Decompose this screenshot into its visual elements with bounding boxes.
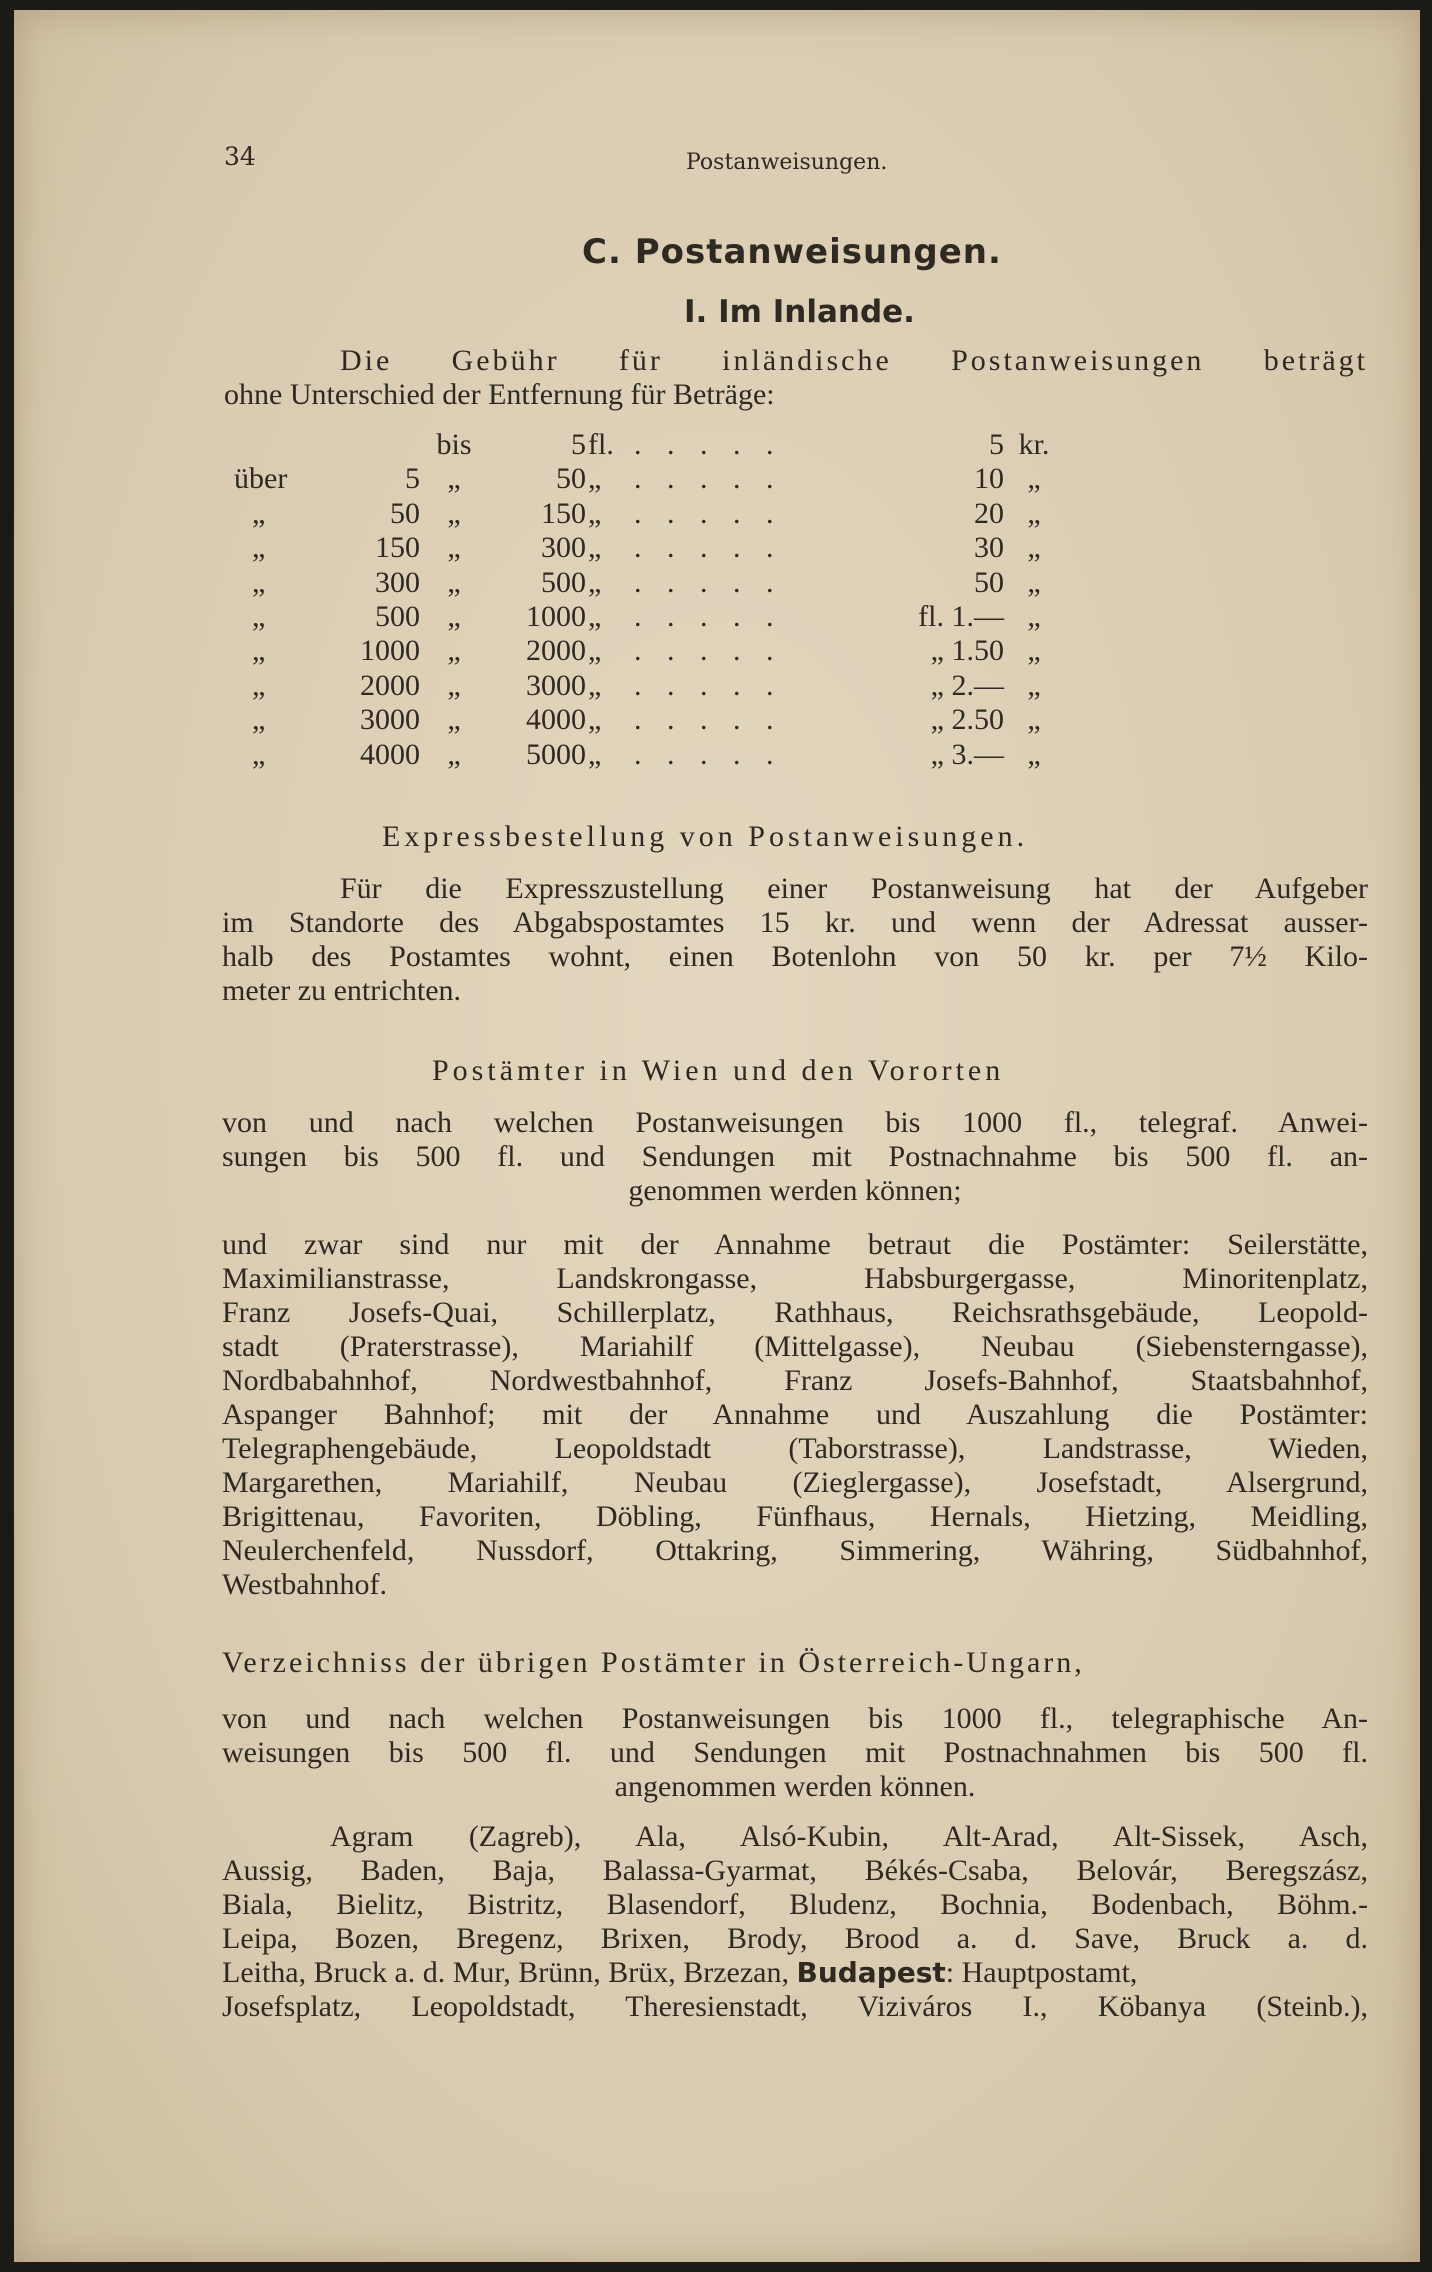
table-cell: 2000 <box>526 634 586 668</box>
section-title: C. Postanweisungen. <box>582 232 1002 272</box>
table-cell: . . . . . <box>634 531 783 565</box>
vienna-subheading <box>222 1106 1368 1208</box>
running-title: Postanweisungen. <box>686 150 888 175</box>
table-cell: 150 <box>375 531 420 565</box>
table-cell: „ <box>252 496 266 530</box>
text-line: Westbahnhof. <box>222 1568 388 1601</box>
table-cell: „ <box>447 668 461 702</box>
text-line: Leipa, Bozen, Bregenz, Brixen, Brody, Brood a. d. Save, Bruck a. d. <box>222 1922 1368 1955</box>
austria-subheading <box>222 1702 1368 1804</box>
text-line: sungen bis 500 fl. und Sendungen mit Postnachnahme bis 500 fl. an- <box>222 1140 1368 1173</box>
table-cell: „ <box>447 531 461 565</box>
table-cell: „ <box>588 634 602 668</box>
table-cell: 3000 <box>360 703 420 737</box>
table-cell: „ <box>588 565 602 599</box>
table-cell: „ <box>1027 531 1041 565</box>
austria-paragraph <box>222 1820 1368 2024</box>
text-line: von und nach welchen Postanweisungen bis 1000 fl., telegraphische An- <box>222 1702 1368 1735</box>
table-cell: „ 2.50 <box>930 703 1004 737</box>
table-cell: „ <box>252 737 266 771</box>
table-cell: „ <box>447 462 461 496</box>
text-line <box>222 1956 1368 1990</box>
table-cell: . . . . . <box>634 703 783 737</box>
text-line: weisungen bis 500 fl. und Sendungen mit Postnachnahmen bis 500 fl. <box>222 1736 1368 1769</box>
table-cell: „ <box>1027 703 1041 737</box>
table-cell: „ <box>588 462 602 496</box>
table-cell: „ <box>1027 462 1041 496</box>
text-line: Die Gebühr für inländische Postanweisungen beträgt <box>340 344 1368 377</box>
text-line: von und nach welchen Postanweisungen bis 1000 fl., telegraf. Anwei- <box>222 1106 1368 1139</box>
table-cell: „ <box>447 737 461 771</box>
table-cell: „ <box>1027 737 1041 771</box>
text-fragment: : Hauptpostamt, <box>945 1956 1138 1989</box>
text-line: Telegraphengebäude, Leopoldstadt (Taborstrasse), Landstrasse, Wieden, <box>222 1432 1368 1465</box>
express-heading: Expressbestellung von Postanweisungen. <box>382 820 1029 853</box>
table-cell: „ <box>447 496 461 530</box>
table-cell: „ <box>1027 668 1041 702</box>
text-line: Aspanger Bahnhof; mit der Annahme und Auszahlung die Postämter: <box>222 1398 1368 1431</box>
table-cell: „ <box>252 634 266 668</box>
table-cell: 20 <box>974 496 1004 530</box>
text-line: Biala, Bielitz, Bistritz, Blasendorf, Bludenz, Bochnia, Bodenbach, Böhm.- <box>222 1888 1368 1921</box>
table-cell: 500 <box>541 565 586 599</box>
text-line: Für die Expresszustellung einer Postanweisung hat der Aufgeber <box>340 872 1368 905</box>
table-cell: „ 2.— <box>930 668 1004 702</box>
table-cell: „ <box>252 668 266 702</box>
text-line: meter zu entrichten. <box>222 974 462 1007</box>
table-cell: „ <box>447 599 461 633</box>
table-cell: fl. <box>588 428 614 461</box>
text-line: Franz Josefs-Quai, Schillerplatz, Rathhaus, Reichsrathsgebäude, Leopold- <box>222 1296 1368 1329</box>
table-cell: kr. <box>1018 428 1050 461</box>
text-line: angenommen werden können. <box>614 1770 976 1803</box>
bold-city-name: Budapest <box>796 1956 946 1989</box>
table-cell: bis <box>436 428 472 461</box>
page-number: 34 <box>224 142 256 171</box>
text-line: halb des Postamtes wohnt, einen Botenlohn von 50 kr. per 7½ Kilo- <box>222 940 1368 973</box>
austria-heading: Verzeichniss der übrigen Postämter in Österreich-Ungarn, <box>222 1646 1085 1679</box>
table-cell: „ <box>252 531 266 565</box>
table-cell: 30 <box>974 531 1004 565</box>
table-cell: 500 <box>375 599 420 633</box>
table-cell: 4000 <box>360 737 420 771</box>
text-line: im Standorte des Abgabspostamtes 15 kr. und wenn der Adressat ausser- <box>222 906 1368 939</box>
table-cell: „ 1.50 <box>930 634 1004 668</box>
table-cell: . . . . . <box>634 496 783 530</box>
table-cell: 3000 <box>526 668 586 702</box>
table-cell: 50 <box>390 496 420 530</box>
text-fragment: Leitha, Bruck a. d. Mur, Brünn, Brüx, Brzezan, <box>222 1956 789 1989</box>
text-line: Margarethen, Mariahilf, Neubau (Zieglergasse), Josefstadt, Alsergrund, <box>222 1466 1368 1499</box>
table-cell: 150 <box>541 496 586 530</box>
table-cell: 300 <box>375 565 420 599</box>
vienna-paragraph <box>222 1228 1368 1602</box>
table-cell: 1000 <box>526 599 586 633</box>
text-line: Aussig, Baden, Baja, Balassa-Gyarmat, Békés-Csaba, Belovár, Beregszász, <box>222 1854 1368 1887</box>
table-cell: „ <box>588 531 602 565</box>
table-cell: 5 <box>989 428 1004 461</box>
table-cell: „ <box>447 703 461 737</box>
table-cell: . . . . . <box>634 462 783 496</box>
table-cell: . . . . . <box>634 634 783 668</box>
table-cell: „ <box>252 565 266 599</box>
table-cell: . . . . . <box>634 428 783 461</box>
table-cell: 10 <box>974 462 1004 496</box>
table-cell: . . . . . <box>634 599 783 633</box>
table-cell: „ <box>588 668 602 702</box>
table-cell: „ <box>588 703 602 737</box>
table-cell: „ 3.— <box>930 737 1004 771</box>
table-cell: . . . . . <box>634 668 783 702</box>
table-cell: „ <box>588 737 602 771</box>
text-line: Brigittenau, Favoriten, Döbling, Fünfhaus, Hernals, Hietzing, Meidling, <box>222 1500 1368 1533</box>
table-cell: „ <box>1027 565 1041 599</box>
text-line: genommen werden können; <box>628 1174 962 1207</box>
table-cell: „ <box>252 599 266 633</box>
express-paragraph <box>222 872 1368 1008</box>
table-cell: 5 <box>405 462 420 496</box>
table-cell: . . . . . <box>634 737 783 771</box>
text-line: Nordbabahnhof, Nordwestbahnhof, Franz Josefs-Bahnhof, Staatsbahnhof, <box>222 1364 1368 1397</box>
table-cell: 5 <box>571 428 586 461</box>
subsection-title: I. Im Inlande. <box>684 294 915 330</box>
text-line: Maximilianstrasse, Landskrongasse, Habsburgergasse, Minoritenplatz, <box>222 1262 1368 1295</box>
text-line: und zwar sind nur mit der Annahme betraut die Postämter: Seilerstätte, <box>222 1228 1368 1261</box>
text-line: Agram (Zagreb), Ala, Alsó-Kubin, Alt-Arad, Alt-Sissek, Asch, <box>330 1820 1368 1853</box>
table-cell: 50 <box>974 565 1004 599</box>
table-cell: fl. 1.— <box>918 599 1004 633</box>
intro-paragraph <box>224 344 1368 412</box>
table-cell: „ <box>1027 496 1041 530</box>
table-cell: . . . . . <box>634 565 783 599</box>
table-cell: „ <box>1027 634 1041 668</box>
table-cell: 2000 <box>360 668 420 702</box>
table-cell: „ <box>588 496 602 530</box>
book-page <box>14 10 1420 2262</box>
table-cell: „ <box>1027 599 1041 633</box>
text-line: Neulerchenfeld, Nussdorf, Ottakring, Simmering, Währing, Südbahnhof, <box>222 1534 1368 1567</box>
table-cell: „ <box>447 634 461 668</box>
table-cell: 50 <box>556 462 586 496</box>
table-cell: 300 <box>541 531 586 565</box>
text-line: Josefsplatz, Leopoldstadt, Theresienstadt, Viziváros I., Köbanya (Steinb.), <box>222 1990 1368 2023</box>
table-cell: 4000 <box>526 703 586 737</box>
table-cell: „ <box>252 703 266 737</box>
vienna-heading: Postämter in Wien und den Vororten <box>432 1054 1005 1087</box>
text-line: stadt (Praterstrasse), Mariahilf (Mittelgasse), Neubau (Siebensterngasse), <box>222 1330 1368 1363</box>
text-line: ohne Unterschied der Entfernung für Beträge: <box>224 378 775 411</box>
table-cell: 5000 <box>526 737 586 771</box>
table-cell: über <box>234 462 288 496</box>
table-cell: „ <box>447 565 461 599</box>
table-cell: „ <box>588 599 602 633</box>
table-cell: 1000 <box>360 634 420 668</box>
